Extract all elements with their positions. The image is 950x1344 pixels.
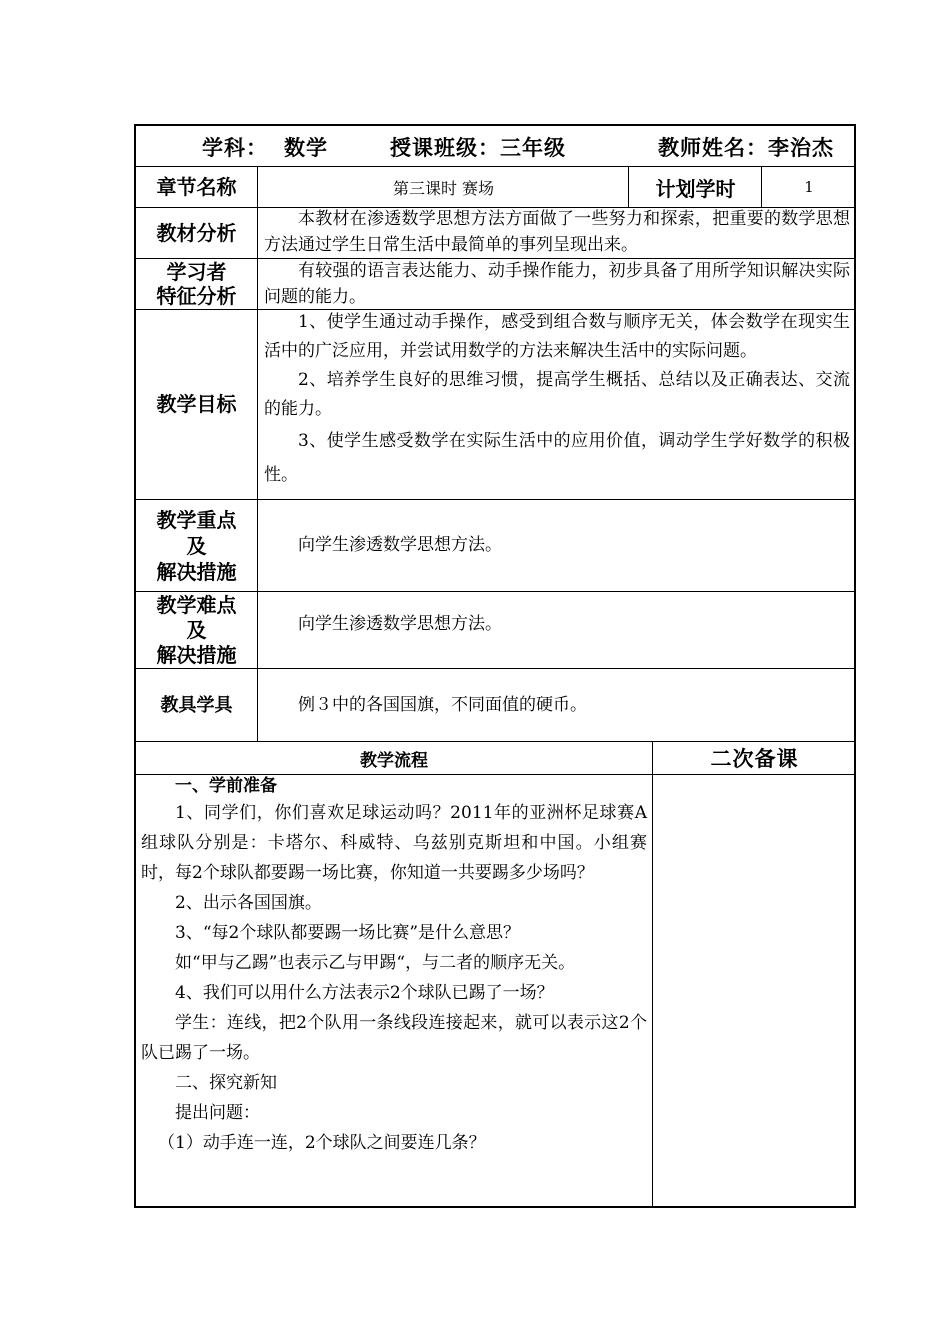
column-divider bbox=[761, 166, 762, 207]
material-analysis-text: 本教材在渗透数学思想方法方面做了一些努力和探索，把重要的数学思想方法通过学生日常生活中最简单的事列呈现出来。 bbox=[264, 209, 850, 255]
planned-hours-value: 1 bbox=[804, 178, 814, 196]
planned-hours-label: 计划学时 bbox=[655, 176, 736, 201]
process-paragraph: 4、我们可以用什么方法表示2个球队已踢了一场？ bbox=[175, 983, 554, 1003]
subject-header bbox=[202, 132, 328, 162]
process-paragraph: 提出问题： bbox=[175, 1103, 260, 1123]
key-points-text: 向学生渗透数学思想方法。 bbox=[298, 535, 502, 555]
column-divider bbox=[652, 741, 653, 1207]
teacher-label: 教师姓名： bbox=[658, 136, 768, 160]
second-prep-title: 二次备课 bbox=[710, 747, 799, 771]
process-paragraph: 二、探究新知 bbox=[175, 1073, 277, 1093]
key-points-label bbox=[136, 500, 257, 591]
objective-item: 1、使学生通过动手操作，感受到组合数与顺序无关，体会数学在现实生活中的广泛应用，并尝试用数学的方法来解决生活中的实际问题。 bbox=[264, 312, 850, 361]
subject-value: 数学 bbox=[284, 136, 328, 160]
difficult-points-text: 向学生渗透数学思想方法。 bbox=[298, 613, 502, 634]
learner-label-line1: 学习者 bbox=[166, 260, 227, 284]
process-content bbox=[141, 774, 647, 1158]
key-label-line1: 教学重点 bbox=[156, 507, 237, 532]
difficult-label-line3: 解决措施 bbox=[156, 642, 237, 667]
learner-analysis-content bbox=[264, 258, 850, 310]
class-header bbox=[390, 132, 566, 162]
chapter-value: 第三课时 赛场 bbox=[392, 178, 495, 198]
objective-item: 3、使学生感受数学在实际生活中的应用价值，调动学生学好数学的积极性。 bbox=[264, 431, 850, 485]
process-paragraph: （1）动手连一连，2个球队之间要连几条？ bbox=[158, 1133, 486, 1153]
column-divider bbox=[628, 166, 629, 207]
difficult-label-line1: 教学难点 bbox=[156, 592, 237, 617]
objectives-content bbox=[264, 308, 850, 492]
material-analysis-label-text: 教材分析 bbox=[156, 220, 237, 245]
teaching-aids-label-text: 教具学具 bbox=[160, 694, 233, 716]
teaching-aids-text: 例３中的各国国旗，不同面值的硬币。 bbox=[298, 694, 587, 715]
key-points-content bbox=[264, 500, 850, 591]
section1-title: 一、学前准备 bbox=[175, 776, 277, 796]
objectives-label bbox=[136, 310, 257, 499]
chapter-label bbox=[136, 167, 257, 207]
teacher-header bbox=[658, 132, 834, 162]
difficult-points-label bbox=[136, 592, 257, 668]
learner-label-line2: 特征分析 bbox=[156, 284, 237, 308]
process-paragraph: 学生：连线，把2个队用一条线段连接起来，就可以表示这2个队已踢了一场。 bbox=[141, 1013, 647, 1063]
objectives-label-text: 教学目标 bbox=[156, 392, 237, 416]
key-label-line3: 解决措施 bbox=[156, 559, 237, 584]
teaching-aids-label bbox=[136, 669, 257, 741]
class-label: 授课班级： bbox=[390, 136, 500, 160]
material-analysis-label bbox=[136, 208, 257, 258]
chapter-label-text: 章节名称 bbox=[156, 174, 237, 199]
difficult-label-line2: 及 bbox=[186, 617, 207, 642]
class-value: 三年级 bbox=[500, 136, 566, 160]
teacher-value: 李治杰 bbox=[768, 136, 834, 160]
process-title: 教学流程 bbox=[360, 750, 428, 771]
process-paragraph: 1、同学们，你们喜欢足球运动吗？2011年的亚洲杯足球赛A组球队分别是：卡塔尔、科威特、乌兹别克斯坦和中国。小组赛时，每2个球队都要踢一场比赛，你知道一共要踢多少场吗？ bbox=[141, 803, 647, 883]
objective-item: 2、培养学生良好的思维习惯，提高学生概括、总结以及正确表达、交流的能力。 bbox=[264, 370, 850, 419]
process-paragraph: 3、“每2个球队都要踢一场比赛”是什么意思？ bbox=[175, 923, 521, 943]
material-analysis-content bbox=[264, 206, 850, 258]
key-label-line2: 及 bbox=[186, 533, 207, 558]
learner-analysis-label bbox=[136, 259, 257, 309]
difficult-points-content bbox=[264, 592, 850, 656]
subject-label: 学科： bbox=[202, 136, 268, 160]
learner-analysis-text: 有较强的语言表达能力、动手操作能力，初步具备了用所学知识解决实际问题的能力。 bbox=[264, 261, 850, 307]
process-paragraph: 如“甲与乙踢”也表示乙与甲踢“，与二者的顺序无关。 bbox=[175, 953, 576, 973]
teaching-aids-content bbox=[264, 669, 850, 741]
process-paragraph: 2、出示各国国旗。 bbox=[175, 893, 322, 913]
column-divider bbox=[257, 166, 258, 741]
